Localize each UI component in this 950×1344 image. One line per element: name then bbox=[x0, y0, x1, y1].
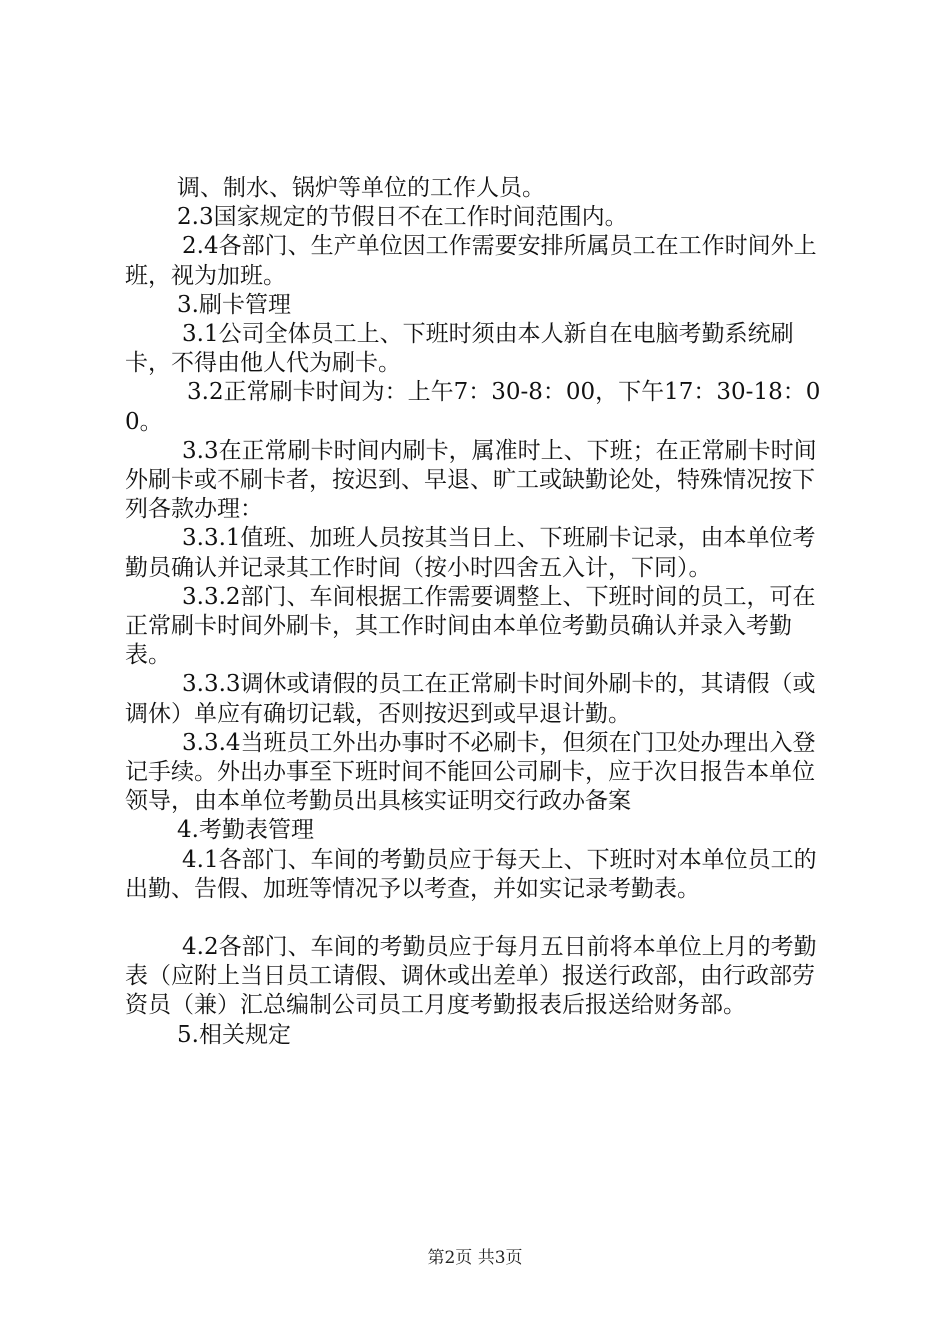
paragraph-3-3-4: 3.3.4当班员工外出办事时不必刷卡，但须在门卫处办理出入登记手续。外出办事至下班时间不能回公司刷卡，应于次日报告本单位领导，由本单位考勤员出具核实证明交行政办备案 bbox=[125, 729, 816, 815]
paragraph-3-3-3: 3.3.3调休或请假的员工在正常刷卡时间外刷卡的，其请假（或调休）单应有确切记载，否则按迟到或早退计勤。 bbox=[125, 671, 816, 727]
paragraph-continuation: 调、制水、锅炉等单位的工作人员。 bbox=[177, 175, 545, 201]
page-number: 第2页 共3页 bbox=[427, 1248, 523, 1268]
paragraph-2-3: 2.3国家规定的节假日不在工作时间范围内。 bbox=[177, 204, 628, 231]
paragraph-3-3-2: 3.3.2部门、车间根据工作需要调整上、下班时间的员工，可在正常刷卡时间外刷卡，其工作时间由本单位考勤员确认并录入考勤表。 bbox=[125, 583, 816, 669]
section-heading-4: 4.考勤表管理 bbox=[177, 817, 314, 844]
paragraph-3-3-1: 3.3.1值班、加班人员按其当日上、下班刷卡记录，由本单位考勤员确认并记录其工作时间（按小时四舍五入计，下同）。 bbox=[125, 525, 816, 581]
paragraph-2-4: 2.4各部门、生产单位因工作需要安排所属员工在工作时间外上班，视为加班。 bbox=[125, 233, 817, 289]
paragraph-3-3: 3.3在正常刷卡时间内刷卡，属准时上、下班；在正常刷卡时间外刷卡或不刷卡者，按迟到、早退、旷工或缺勤论处，特殊情况按下列各款办理： bbox=[125, 437, 817, 523]
paragraph-4-2: 4.2各部门、车间的考勤员应于每月五日前将本单位上月的考勤表（应附上当日员工请假、调休或出差单）报送行政部，由行政部劳资员（兼）汇总编制公司员工月度考勤报表后报送给财务部。 bbox=[125, 934, 817, 1019]
section-heading-5: 5.相关规定 bbox=[177, 1021, 291, 1048]
paragraph-4-1: 4.1各部门、车间的考勤员应于每天上、下班时对本单位员工的出勤、告假、加班等情况予以考查，并如实记录考勤表。 bbox=[125, 846, 817, 902]
paragraph-3-1: 3.1公司全体员工上、下班时须由本人新自在电脑考勤系统刷卡，不得由他人代为刷卡。 bbox=[125, 321, 794, 377]
section-heading-3: 3.刷卡管理 bbox=[177, 291, 291, 318]
paragraph-3-2: 3.2正常刷卡时间为：上午7：30-8：00，下午17：30-18：00。 bbox=[125, 379, 821, 435]
paragraph-gap bbox=[125, 904, 835, 933]
document-body bbox=[125, 174, 835, 1050]
